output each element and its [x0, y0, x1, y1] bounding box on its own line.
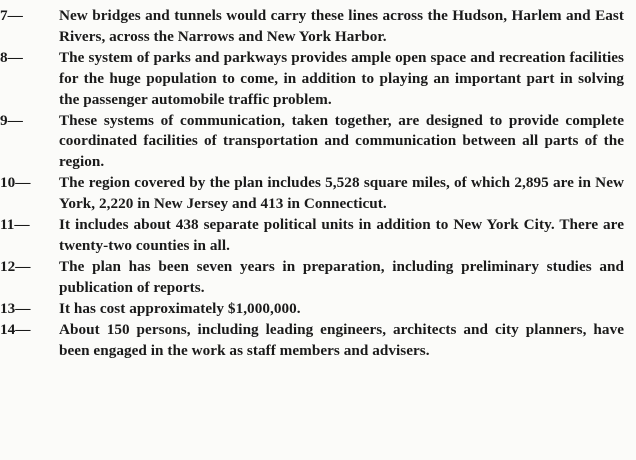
item-number-value: 10 — [0, 174, 16, 192]
item-text: The plan has been seven years in preparation, including preliminary studies and publication of reports. — [59, 257, 624, 296]
item-number — [0, 215, 57, 236]
item-number-value: 13 — [0, 299, 16, 317]
item-number-value: 7 — [0, 7, 8, 24]
item-number — [0, 299, 57, 320]
list-item — [0, 257, 636, 299]
item-number — [0, 173, 57, 194]
item-number — [0, 111, 57, 132]
list-item — [0, 111, 636, 174]
item-dash: — — [15, 299, 31, 317]
item-number — [0, 6, 57, 27]
item-text: The system of parks and parkways provides ample open space and recreation facilities for the huge population to come, in addition to playing an important part in solving the passenger automobile traffic problem. — [59, 48, 624, 108]
item-text: About 150 persons, including leading engineers, architects and city planners, have been engaged in the work as staff members and advisers. — [59, 320, 624, 359]
item-number — [0, 257, 57, 278]
item-dash: — — [14, 216, 30, 234]
item-dash: — — [15, 174, 31, 192]
item-text: It includes about 438 separate political units in addition to New York City. There are twenty-two counties in all. — [59, 216, 624, 254]
list-item — [0, 299, 636, 320]
item-dash: — — [7, 48, 23, 66]
item-text: The region covered by the plan includes 5,528 square miles, of which 2,895 are in New York, 2,220 in New Jersey and 413 in Connecticut. — [59, 174, 624, 213]
item-dash: — — [15, 257, 31, 275]
list-item — [0, 320, 636, 362]
list-item — [0, 173, 636, 215]
item-number-value: 11 — [0, 216, 15, 234]
list-item — [0, 6, 636, 48]
item-dash: — — [7, 111, 23, 129]
item-number — [0, 48, 57, 69]
item-number-value: 12 — [0, 257, 16, 275]
item-text: It has cost approximately $1,000,000. — [59, 299, 301, 317]
item-number-value: 8 — [0, 48, 8, 66]
item-text: New bridges and tunnels would carry these lines across the Hudson, Harlem and East Rivers, across the Narrows and New York Harbor. — [59, 7, 624, 45]
item-number-value: 9 — [0, 111, 8, 129]
item-number-value: 14 — [0, 320, 16, 338]
item-text: These systems of communication, taken together, are designed to provide complete coordinated facilities of transportation and communication between all parts of the region. — [59, 111, 624, 171]
list-item — [0, 215, 636, 257]
numbered-list — [0, 6, 636, 361]
item-dash: — — [15, 320, 31, 338]
item-number — [0, 320, 57, 341]
item-dash: — — [7, 7, 23, 24]
list-item — [0, 48, 636, 111]
